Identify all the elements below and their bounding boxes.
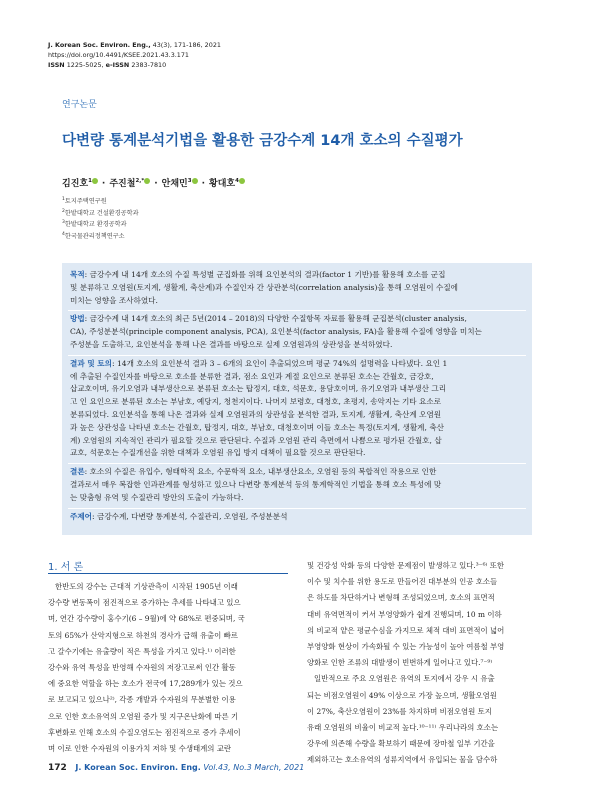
affiliation-superscript: 3 (62, 220, 65, 226)
affiliation-text: 한밭대학교 건설환경공학과 (64, 209, 139, 217)
abstract-text: 계) 오염원의 지속적인 관리가 필요할 것으로 판단된다. 수질과 오염원 관리 측면에서 나쁨으로 평가된 간월호, 삽 (70, 435, 442, 445)
body-line: 유래 오염원의 비율이 비교적 높다.¹⁰⁻¹¹⁾ 우리나라의 호소는 (307, 723, 499, 733)
abstract-divider (68, 463, 526, 464)
affiliation-item (62, 195, 139, 207)
author-name: 김진호 (62, 179, 89, 189)
body-line: 강수와 유역 특성을 반영해 수자원의 저장고로써 인간 활동 (48, 663, 236, 673)
author-list (62, 176, 245, 189)
abstract-text: 교호, 석문호는 수질개선을 위한 대책과 오염원 유입 방지 대책이 필요할 것으로 판단된다. (70, 448, 366, 458)
body-line: 후변화로 인해 호소의 수질오염도는 점진적으로 증가 추세이 (48, 727, 241, 737)
body-line: 며, 연간 강수량이 홍수기(6 – 9월)에 약 68%로 편중되며, 국 (48, 614, 245, 624)
abstract-text: : 14개 호소의 요인분석 결과 3 – 6개의 요인이 추출되었으며 평균 74%의 설명력을 나타냈다. 요인 1 (111, 358, 448, 368)
body-line: 일반적으로 주요 오염원은 유역의 토지에서 강우 시 유출 (314, 674, 495, 684)
abstract-text: : 호소의 수질은 유입수, 형태학적 요소, 수문학적 요소, 내부생산요소, 오염원 등의 복합적인 작용으로 인한 (84, 467, 437, 477)
author-separator: · (101, 179, 106, 189)
affiliation-item (62, 218, 139, 230)
abstract-label: 주제어 (70, 511, 93, 521)
body-line: 에 중요한 역할을 하는 호소가 전국에 17,289개가 있는 것으 (48, 679, 243, 689)
body-line: 및 건강성 악화 등의 다양한 문제점이 발생하고 있다.³⁻⁶⁾ 또한 (307, 561, 504, 570)
abstract-section (70, 313, 525, 351)
abstract-line (70, 282, 525, 295)
abstract-line (70, 435, 525, 448)
orcid-icon[interactable] (239, 178, 245, 184)
abstract-text: 분류되었다. 요인분석을 통해 나온 결과와 실제 오염원과의 상관성을 분석한 결과, 토지계, 생활계, 축산계 오염원 (70, 409, 442, 419)
abstract-line (70, 396, 525, 409)
abstract-text: 는 맞춤형 유역 및 수질관리 방안의 도출이 가능하다. (70, 492, 244, 502)
abstract-line (70, 492, 525, 505)
abstract-section (70, 511, 525, 524)
body-line: 강수량 변동폭이 점진적으로 증가하는 추세를 나타내고 있으 (48, 598, 241, 608)
author-name: 주진철 (109, 179, 136, 189)
abstract-line (70, 422, 525, 435)
article-category: 연구논문 (62, 100, 97, 110)
body-line: 은 하도를 차단하거나 변형해 조성되었으며, 호소의 표면적 (307, 593, 495, 603)
section-heading-introduction: 1. 서 론 (48, 562, 84, 573)
body-left-column (48, 579, 288, 757)
abstract-text: 결과로서 매우 복잡한 인과관계를 형성하고 있으나 다변량 통계분석 등의 통계학적인 기법을 통해 호소 특성에 맞 (70, 479, 442, 489)
abstract-text: : 금강수계, 다변량 통계분석, 수질관리, 오염원, 주성분분석 (92, 511, 288, 521)
abstract-section (70, 466, 525, 504)
affiliation-text: 한국물관리정책연구소 (64, 233, 125, 241)
abstract-text: : 금강수계 내 14개 호소의 최근 5년(2014 – 2018)의 다양한 수질항목 자료를 활용해 군집분석(cluster analysis, (84, 314, 467, 324)
abstract-label: 결론 (70, 467, 85, 477)
abstract-label: 목적 (70, 270, 85, 279)
body-line: 대비 유역면적이 커서 부영양화가 쉽게 진행되며, 10 m 이하 (307, 609, 502, 619)
author-superscript: 3 (187, 178, 192, 184)
affiliation-text: 한밭대학교 환경공학과 (64, 221, 127, 229)
body-line: 며 이로 인한 수자원의 이용가치 저하 및 수생태계의 교란 (48, 744, 232, 754)
abstract-text: CA), 주성분분석(principle component analysis, PCA), 요인분석(factor analysis, FA)을 활용해 수질에 영향을 미치는 (70, 327, 482, 337)
abstract-line (70, 383, 525, 396)
abstract-text: 미치는 영향을 조사하였다. (70, 295, 158, 305)
body-line: 의 비교적 얕은 평균수심을 가지므로 체적 대비 표면적이 넓어 (307, 625, 505, 635)
body-line: 으로 인한 호소유역의 오염원 증가 및 지구온난화에 따른 기 (48, 711, 239, 721)
issn-line: ISSN 1225-5025, e-ISSN 2383-7810 (48, 61, 167, 69)
abstract-line (70, 295, 525, 308)
affiliation-superscript: 1 (62, 197, 65, 202)
abstract-label: 방법 (70, 314, 85, 324)
affiliation-list (62, 195, 139, 242)
affiliation-item (62, 207, 139, 219)
author-superscript: 4 (235, 178, 239, 184)
abstract-text: : 금강수계 내 14개 호소의 수질 특성별 군집화를 위해 요인분석의 결과(factor 1 기반)를 활용해 호소를 군집 (84, 270, 446, 279)
body-right-column (307, 558, 545, 769)
body-line: 고 갈수기에는 유출량이 적은 특성을 가지고 있다.¹⁾ 이러한 (48, 646, 236, 656)
footer-issue: Vol.43, No.3 March, 2021 (203, 763, 305, 772)
author-name: 안채민 (161, 179, 188, 189)
abstract-text: 에 추출된 수질인자를 바탕으로 호소를 분류한 결과, 점소 요인과 계절 요인으로 분류된 호소는 간월호, 금강호, (70, 371, 434, 381)
abstract-line (70, 409, 525, 422)
paper-title: 다변량 통계분석기법을 활용한 금강수계 14개 호소의 수질평가 (62, 133, 463, 149)
affiliation-text: 토지주택연구원 (64, 198, 107, 206)
author-name: 황대호 (209, 179, 236, 189)
abstract-line (70, 358, 525, 371)
abstract-line (70, 466, 525, 479)
abstract-text: 고 인 요인으로 분류된 호소는 부남호, 예당지, 청천지이다. 나머지 보령호, 대청호, 초평지, 송악지는 기타 요소로 (70, 397, 442, 407)
body-line: 이수 및 치수를 위한 용도로 만들어진 대부분의 인공 호소들 (307, 577, 498, 587)
body-line: 부영양화 현상이 가속화될 수 있는 가능성이 높아 여름철 부영 (307, 642, 505, 652)
abstract-divider (68, 508, 526, 509)
author-superscript: 2,* (135, 178, 145, 184)
abstract-divider (68, 355, 526, 356)
author-superscript: 1 (88, 178, 92, 184)
author-separator: · (201, 179, 205, 189)
page-footer (48, 763, 304, 773)
abstract-line (70, 371, 525, 384)
body-line: 제외하고는 호소유역의 성류지역에서 유입되는 물을 담수하 (307, 755, 498, 765)
section-heading-rule (48, 573, 288, 574)
abstract-line (70, 313, 525, 326)
abstract-line (70, 511, 525, 524)
affiliation-superscript: 2 (62, 208, 65, 214)
abstract-text: 삽교호이며, 유기오염과 내부생산으로 분류된 호소는 탑정지, 대호, 석문호, 용담호이며, 유기오염과 내부생산 그리 (70, 384, 447, 394)
author-separator: · (154, 179, 158, 189)
journal-citation: J. Korean Soc. Environ. Eng., 43(3), 171-186, 2021 (48, 41, 221, 49)
abstract-label: 결과 및 토의 (70, 358, 112, 368)
abstract-box (62, 263, 532, 535)
orcid-icon[interactable] (92, 178, 98, 184)
body-line: 강우에 의존해 수량을 확보하기 때문에 장마철 일부 기간을 (307, 739, 495, 749)
body-line: 로 보고되고 있으나²⁾, 각종 개발과 수자원의 무분별한 이용 (48, 695, 236, 705)
orcid-icon[interactable] (144, 178, 150, 184)
body-line: 이 27%, 축산오염원이 23%를 차지하며 비점오염원 토지 (307, 706, 492, 716)
orcid-icon[interactable] (192, 178, 198, 184)
doi-link[interactable]: https://doi.org/10.4491/KSEE.2021.43.3.171 (48, 51, 190, 59)
abstract-line (70, 269, 525, 282)
abstract-section (70, 358, 525, 460)
abstract-line (70, 326, 525, 339)
body-line: 양화로 인한 조류의 대발생이 빈번하게 일어나고 있다.⁷⁻⁹⁾ (307, 658, 493, 668)
journal-header (48, 40, 221, 70)
abstract-divider (68, 310, 526, 311)
body-line: 되는 비점오염원이 49% 이상으로 가장 높으며, 생활오염원 (307, 690, 497, 700)
abstract-text: 및 분류하고 오염원(토지계, 생활계, 축산계)과 수질인자 간 상관분석(correlation analysis)을 통해 오염원이 수질에 (70, 282, 459, 292)
abstract-text: 주성분을 도출하고, 요인분석을 통해 나온 결과를 바탕으로 실제 오염원과의 상관성을 분석하였다. (70, 339, 393, 349)
abstract-section (70, 269, 525, 307)
affiliation-superscript: 4 (62, 231, 65, 237)
footer-journal: J. Korean Soc. Environ. Eng. (75, 763, 201, 772)
abstract-line (70, 479, 525, 492)
page-number: 172 (48, 763, 67, 773)
abstract-line (70, 339, 525, 352)
body-line: 토의 65%가 산악지형으로 하천의 경사가 급해 유출이 빠르 (48, 630, 238, 640)
body-line: 한반도의 강수는 근대적 기상관측이 시작된 1905년 이래 (55, 582, 238, 591)
abstract-line (70, 447, 525, 460)
affiliation-item (62, 230, 139, 242)
abstract-text: 과 높은 상관성을 나타낸 호소는 간월호, 탑정지, 대호, 부남호, 대청호이며 이들 호소는 특정(토지계, 생활계, 축산 (70, 422, 444, 432)
